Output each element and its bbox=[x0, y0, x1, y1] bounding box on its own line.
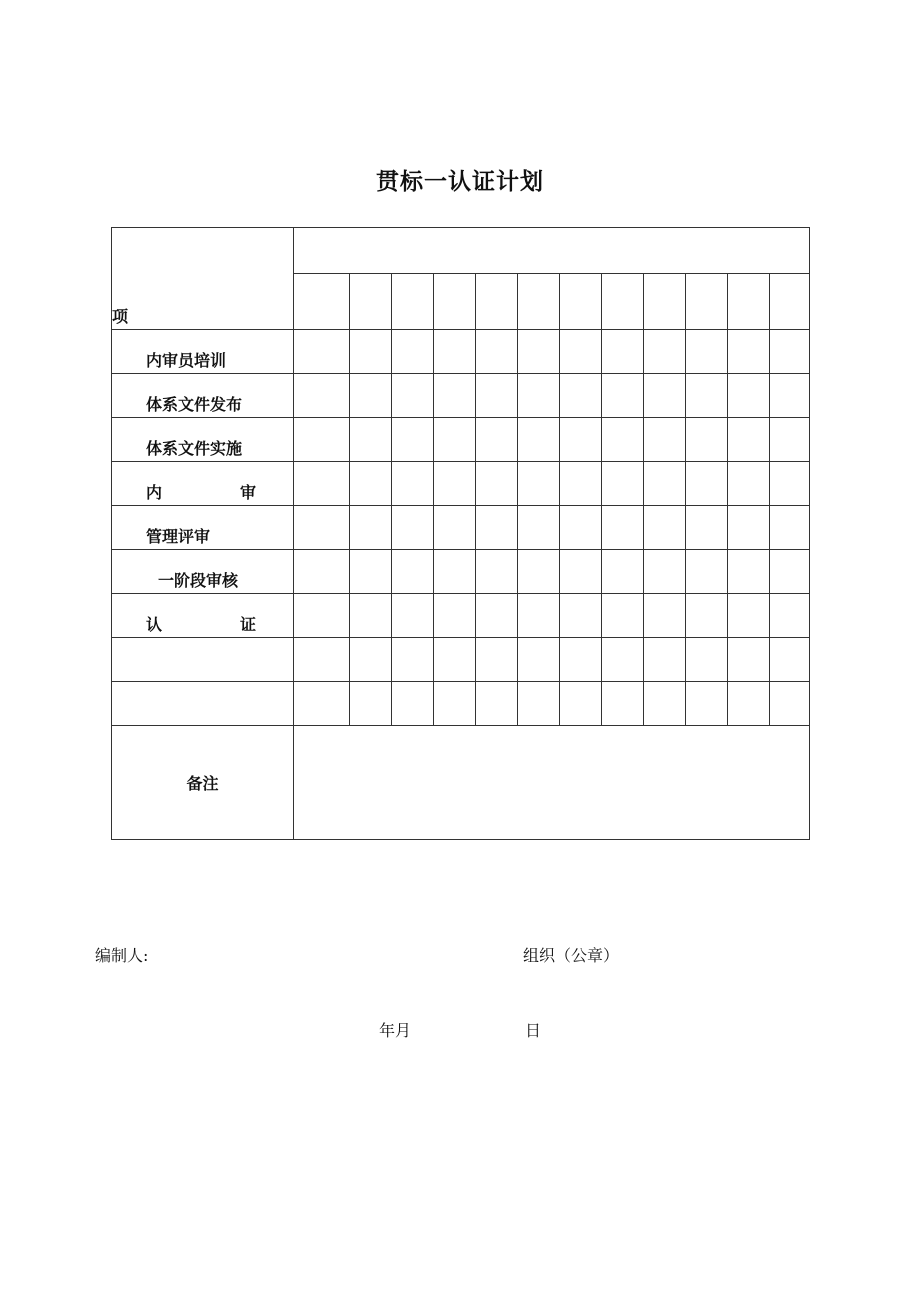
schedule-cell bbox=[294, 638, 350, 682]
schedule-cell bbox=[350, 594, 392, 638]
schedule-cell bbox=[686, 374, 728, 418]
schedule-cell bbox=[686, 462, 728, 506]
schedule-cell bbox=[602, 506, 644, 550]
period-header-cell-12 bbox=[770, 274, 810, 330]
schedule-cell bbox=[602, 638, 644, 682]
schedule-cell bbox=[434, 462, 476, 506]
schedule-cell bbox=[392, 682, 434, 726]
schedule-cell bbox=[728, 682, 770, 726]
schedule-cell bbox=[686, 506, 728, 550]
schedule-cell bbox=[602, 418, 644, 462]
period-header-cell-5 bbox=[476, 274, 518, 330]
schedule-cell bbox=[602, 374, 644, 418]
schedule-cell bbox=[294, 506, 350, 550]
schedule-cell bbox=[728, 506, 770, 550]
header-item-label: 项 bbox=[112, 307, 129, 326]
schedule-cell bbox=[294, 594, 350, 638]
schedule-cell bbox=[476, 418, 518, 462]
schedule-cell bbox=[434, 374, 476, 418]
item-cell bbox=[112, 374, 294, 418]
schedule-cell bbox=[476, 682, 518, 726]
schedule-cell bbox=[770, 594, 810, 638]
schedule-cell bbox=[686, 550, 728, 594]
schedule-cell bbox=[294, 550, 350, 594]
schedule-cell bbox=[602, 594, 644, 638]
schedule-cell bbox=[476, 638, 518, 682]
schedule-cell bbox=[350, 330, 392, 374]
schedule-cell bbox=[560, 594, 602, 638]
schedule-cell bbox=[686, 682, 728, 726]
schedule-cell bbox=[770, 682, 810, 726]
period-header-cell-8 bbox=[602, 274, 644, 330]
item-cell bbox=[112, 330, 294, 374]
schedule-cell bbox=[770, 418, 810, 462]
item-label: 内审员培训 bbox=[146, 351, 227, 370]
period-header-cell-6 bbox=[518, 274, 560, 330]
schedule-cell bbox=[560, 462, 602, 506]
schedule-cell bbox=[686, 330, 728, 374]
year-month-label: 年月 bbox=[379, 1021, 412, 1040]
schedule-cell bbox=[770, 550, 810, 594]
schedule-cell bbox=[518, 330, 560, 374]
schedule-cell bbox=[392, 330, 434, 374]
schedule-cell bbox=[476, 594, 518, 638]
header-item-cell bbox=[112, 228, 294, 330]
schedule-cell bbox=[602, 682, 644, 726]
day-label: 日 bbox=[525, 1021, 542, 1040]
prepared-by-label: 编制人: bbox=[95, 946, 149, 965]
schedule-cell bbox=[686, 418, 728, 462]
item-cell bbox=[112, 462, 294, 506]
item-cell bbox=[112, 638, 294, 682]
period-header-cell-1 bbox=[294, 274, 350, 330]
schedule-cell bbox=[350, 638, 392, 682]
item-cell bbox=[112, 682, 294, 726]
schedule-cell bbox=[518, 550, 560, 594]
schedule-cell bbox=[728, 330, 770, 374]
schedule-cell bbox=[350, 418, 392, 462]
table-row bbox=[112, 330, 810, 374]
period-header-cell-11 bbox=[728, 274, 770, 330]
schedule-cell bbox=[434, 330, 476, 374]
table-row bbox=[112, 506, 810, 550]
schedule-cell bbox=[518, 594, 560, 638]
schedule-cell bbox=[350, 506, 392, 550]
table-row bbox=[112, 550, 810, 594]
remark-row bbox=[112, 726, 810, 840]
schedule-cell bbox=[770, 506, 810, 550]
schedule-cell bbox=[602, 330, 644, 374]
schedule-cell bbox=[686, 594, 728, 638]
item-label: 体系文件实施 bbox=[146, 439, 243, 458]
schedule-cell bbox=[392, 462, 434, 506]
schedule-cell bbox=[392, 638, 434, 682]
schedule-cell bbox=[770, 638, 810, 682]
schedule-cell bbox=[294, 418, 350, 462]
schedule-cell bbox=[728, 374, 770, 418]
schedule-cell bbox=[476, 550, 518, 594]
period-header-cell-3 bbox=[392, 274, 434, 330]
item-label: 认证 bbox=[146, 615, 256, 634]
schedule-cell bbox=[644, 682, 686, 726]
schedule-cell bbox=[392, 550, 434, 594]
item-label: 内审 bbox=[146, 483, 256, 502]
schedule-cell bbox=[294, 374, 350, 418]
schedule-cell bbox=[728, 418, 770, 462]
period-header-cell-2 bbox=[350, 274, 392, 330]
document-title: 贯标一认证计划 bbox=[376, 169, 544, 195]
period-header-cell-9 bbox=[644, 274, 686, 330]
item-cell bbox=[112, 418, 294, 462]
schedule-cell bbox=[294, 462, 350, 506]
schedule-cell bbox=[350, 462, 392, 506]
item-cell bbox=[112, 506, 294, 550]
schedule-cell bbox=[434, 594, 476, 638]
schedule-cell bbox=[560, 374, 602, 418]
schedule-cell bbox=[602, 462, 644, 506]
schedule-cell bbox=[644, 594, 686, 638]
schedule-cell bbox=[728, 462, 770, 506]
schedule-cell bbox=[434, 638, 476, 682]
period-header-cell-10 bbox=[686, 274, 728, 330]
period-header-cell bbox=[294, 228, 810, 274]
schedule-cell bbox=[728, 550, 770, 594]
item-label: 一阶段审核 bbox=[158, 571, 239, 590]
schedule-cell bbox=[728, 638, 770, 682]
schedule-cell bbox=[770, 330, 810, 374]
schedule-cell bbox=[476, 330, 518, 374]
schedule-cell bbox=[560, 638, 602, 682]
item-label: 管理评审 bbox=[146, 527, 211, 546]
item-label: 体系文件发布 bbox=[146, 395, 243, 414]
schedule-cell bbox=[644, 418, 686, 462]
schedule-cell bbox=[476, 506, 518, 550]
table-row bbox=[112, 374, 810, 418]
schedule-cell bbox=[294, 682, 350, 726]
schedule-cell bbox=[602, 550, 644, 594]
schedule-cell bbox=[770, 462, 810, 506]
schedule-cell bbox=[350, 374, 392, 418]
table-row bbox=[112, 418, 810, 462]
schedule-cell bbox=[392, 506, 434, 550]
schedule-cell bbox=[434, 550, 476, 594]
schedule-cell bbox=[518, 462, 560, 506]
table-row bbox=[112, 638, 810, 682]
schedule-cell bbox=[476, 462, 518, 506]
table-row bbox=[112, 682, 810, 726]
schedule-cell bbox=[644, 638, 686, 682]
table-row bbox=[112, 462, 810, 506]
schedule-cell bbox=[518, 638, 560, 682]
schedule-cell bbox=[294, 330, 350, 374]
schedule-cell bbox=[392, 418, 434, 462]
schedule-cell bbox=[728, 594, 770, 638]
period-header-cell-7 bbox=[560, 274, 602, 330]
period-header-cell-4 bbox=[434, 274, 476, 330]
header-top-row bbox=[112, 228, 810, 274]
schedule-cell bbox=[392, 594, 434, 638]
remark-content-cell bbox=[294, 726, 810, 840]
schedule-cell bbox=[644, 330, 686, 374]
schedule-cell bbox=[392, 374, 434, 418]
schedule-cell bbox=[560, 550, 602, 594]
schedule-cell bbox=[350, 682, 392, 726]
table-row bbox=[112, 594, 810, 638]
schedule-cell bbox=[644, 374, 686, 418]
schedule-cell bbox=[476, 374, 518, 418]
schedule-cell bbox=[434, 506, 476, 550]
item-cell bbox=[112, 594, 294, 638]
schedule-cell bbox=[686, 638, 728, 682]
schedule-cell bbox=[644, 550, 686, 594]
schedule-cell bbox=[560, 418, 602, 462]
schedule-cell bbox=[434, 418, 476, 462]
schedule-cell bbox=[518, 374, 560, 418]
schedule-cell bbox=[518, 506, 560, 550]
schedule-cell bbox=[560, 330, 602, 374]
schedule-cell bbox=[518, 682, 560, 726]
remark-label: 备注 bbox=[112, 726, 294, 840]
schedule-cell bbox=[434, 682, 476, 726]
schedule-cell bbox=[518, 418, 560, 462]
schedule-cell bbox=[644, 506, 686, 550]
item-cell bbox=[112, 550, 294, 594]
schedule-cell bbox=[770, 374, 810, 418]
schedule-cell bbox=[644, 462, 686, 506]
schedule-cell bbox=[350, 550, 392, 594]
schedule-cell bbox=[560, 682, 602, 726]
schedule-cell bbox=[560, 506, 602, 550]
organization-seal-label: 组织（公章） bbox=[523, 946, 620, 965]
plan-table bbox=[111, 227, 810, 840]
